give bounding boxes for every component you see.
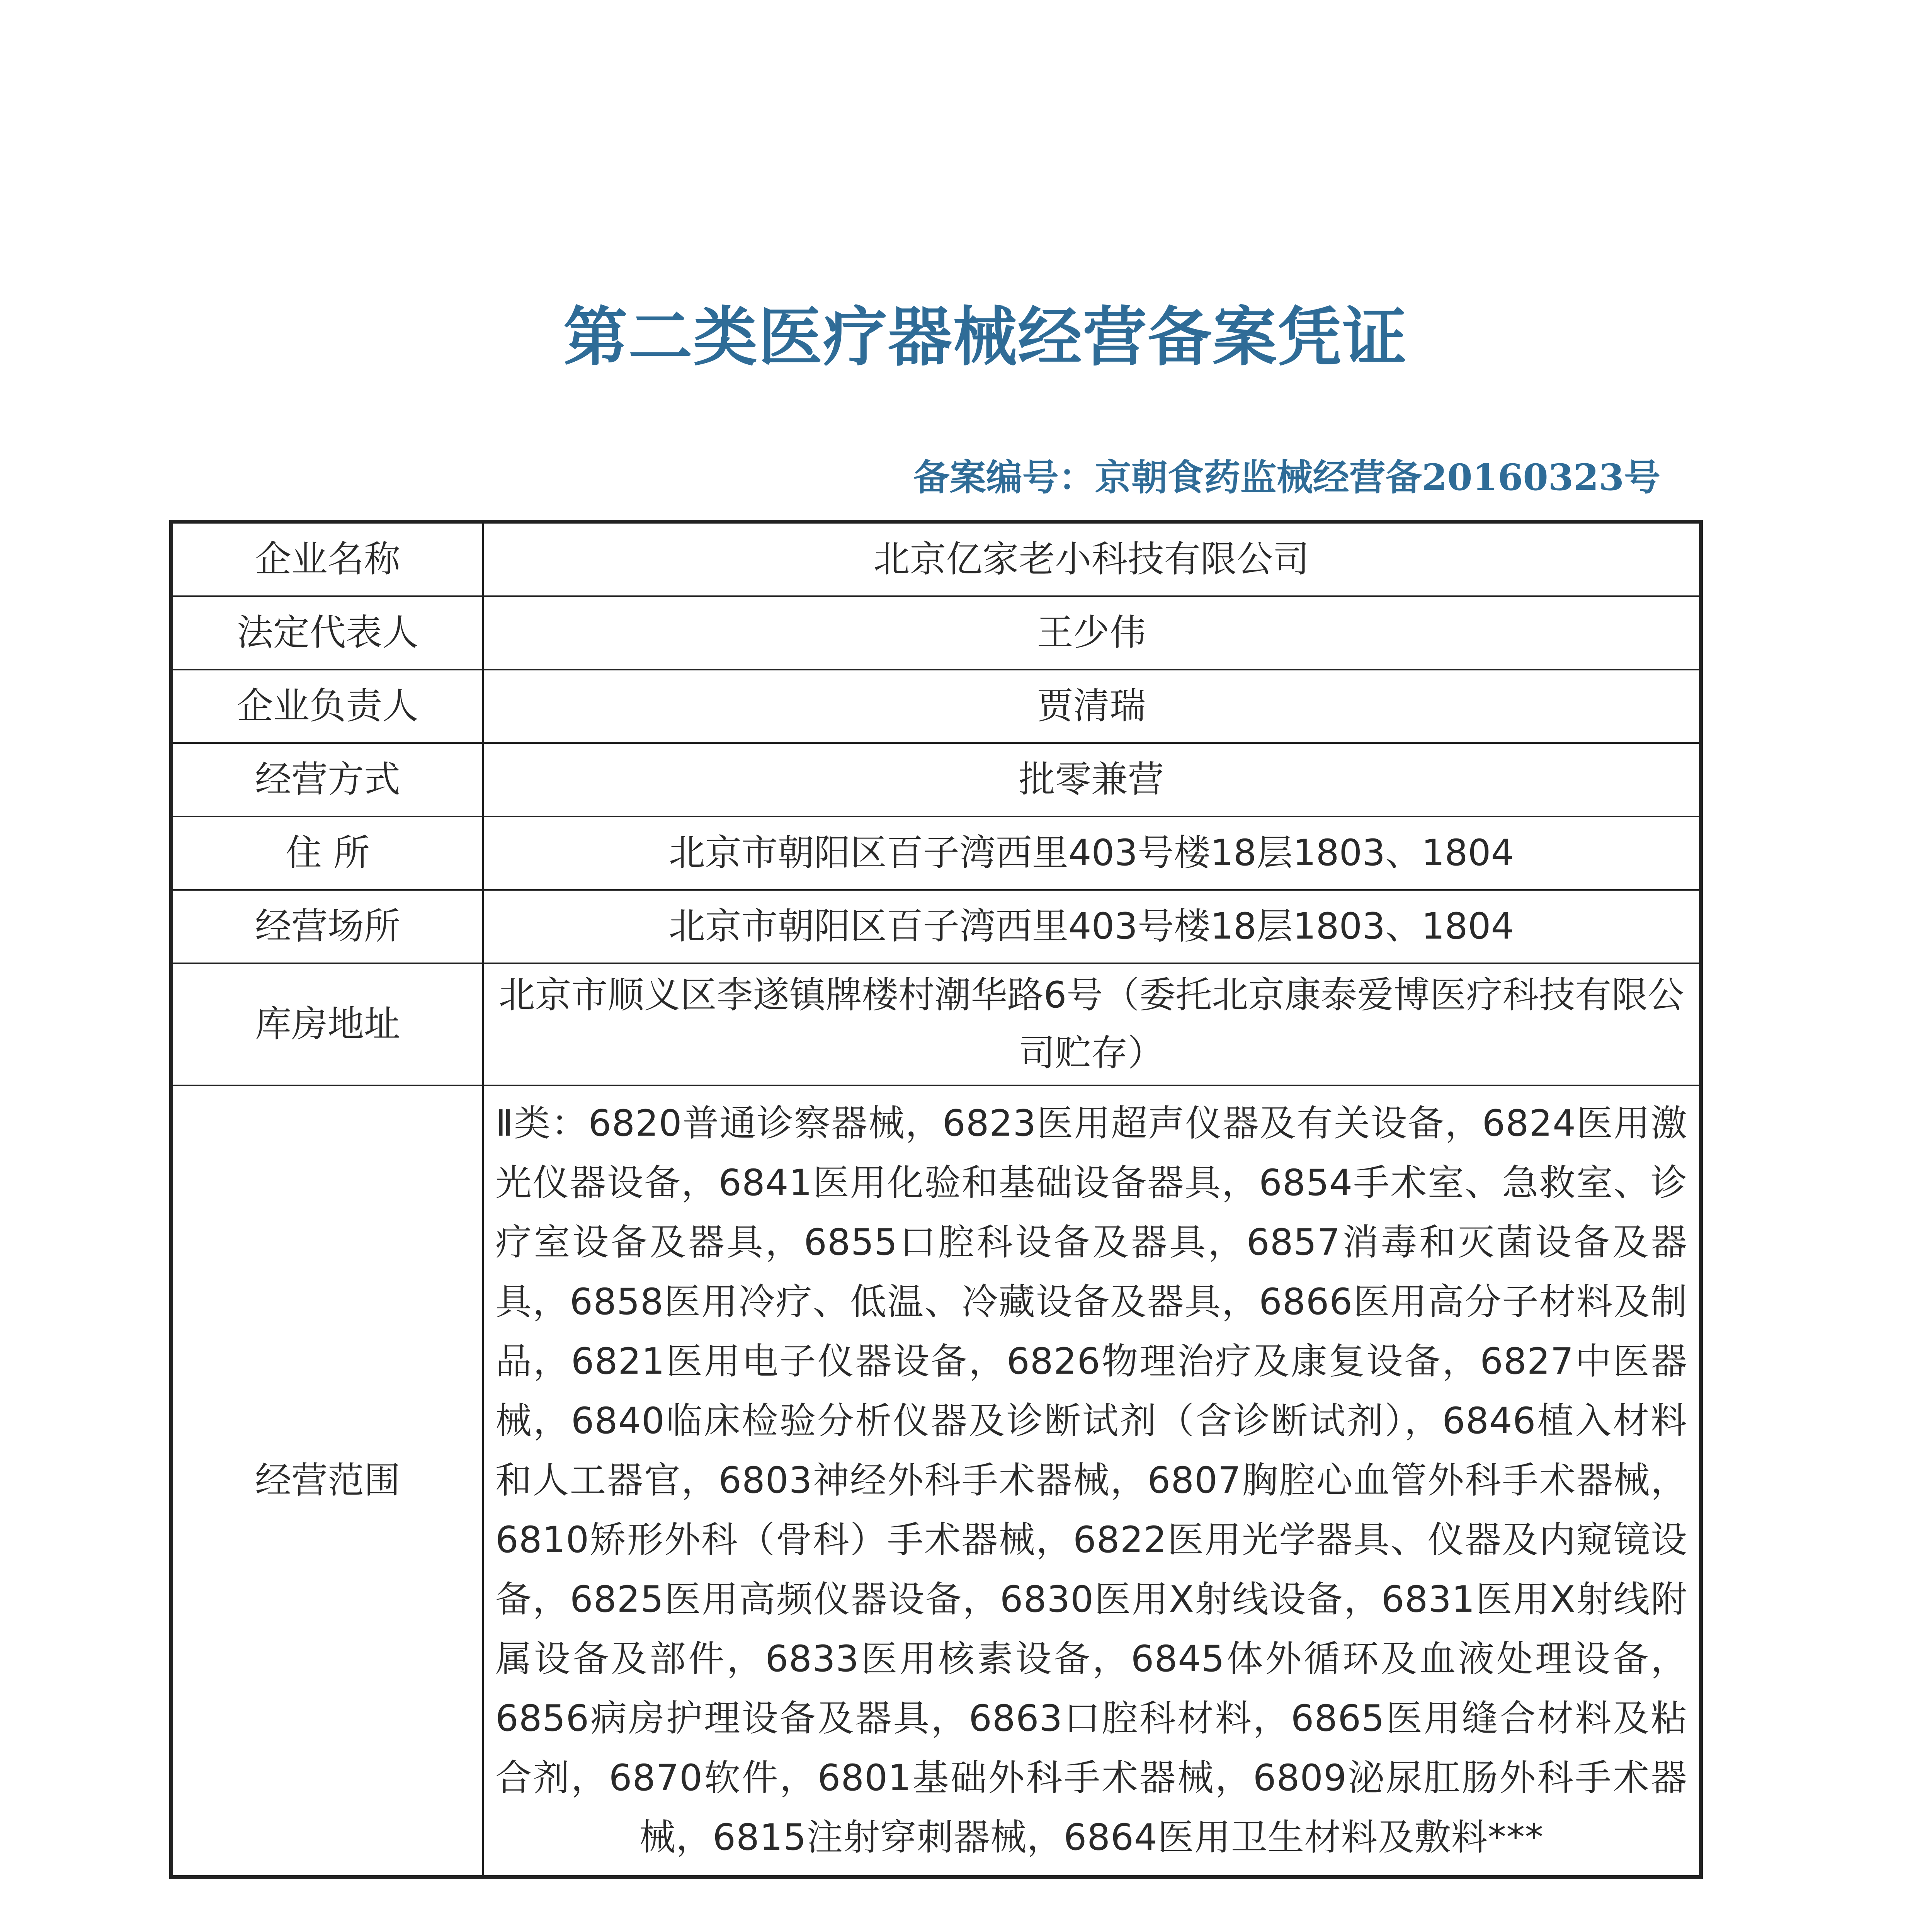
row-value-business-mode: 批零兼营 xyxy=(483,743,1701,816)
row-label-business-mode: 经营方式 xyxy=(171,743,483,816)
table-row xyxy=(171,816,1701,890)
row-label-legal-representative: 法定代表人 xyxy=(171,596,483,670)
table-row xyxy=(171,522,1701,596)
filing-info-table xyxy=(169,520,1703,1879)
record-number xyxy=(913,448,1660,500)
row-value-business-scope: Ⅱ类：6820普通诊察器械，6823医用超声仪器及有关设备，6824医用激光仪器设备，6841医用化验和基础设备器具，6854手术室、急救室、诊疗室设备及器具，6855口腔科设备及器具，6857消毒和灭菌设备及器具，6858医用冷疗、低温、冷藏设备及器具，6866医用高分子材料及制品，6821医用电子仪器设备，6826物理治疗及康复设备，6827中医器械，6840临床检验分析仪器及诊断试剂（含诊断试剂），6846植入材料和人工器官，6803神经外科手术器械，6807胸腔心血管外科手术器械，6810矫形外科（骨科）手术器械，6822医用光学器具、仪器及内窥镜设备，6825医用高频仪器设备，6830医用X射线设备，6831医用X射线附属设备及部件，6833医用核素设备，6845体外循环及血液处理设备，6856病房护理设备及器具，6863口腔科材料，6865医用缝合材料及粘合剂，6870软件，6801基础外科手术器械，6809泌尿肛肠外科手术器械，6815注射穿刺器械，6864医用卫生材料及敷料*** xyxy=(483,1085,1701,1877)
table-row xyxy=(171,963,1701,1085)
record-number-value: 京朝食药监械经营备20160323号 xyxy=(1095,456,1660,499)
table-row xyxy=(171,1085,1701,1877)
record-number-label: 备案编号： xyxy=(913,456,1095,499)
table-row xyxy=(171,596,1701,670)
row-value-enterprise-head: 贾清瑞 xyxy=(483,670,1701,743)
row-value-enterprise-name: 北京亿家老小科技有限公司 xyxy=(483,522,1701,596)
row-label-enterprise-name: 企业名称 xyxy=(171,522,483,596)
row-value-domicile: 北京市朝阳区百子湾西里403号楼18层1803、1804 xyxy=(483,816,1701,890)
row-label-business-scope: 经营范围 xyxy=(171,1085,483,1877)
table-row xyxy=(171,670,1701,743)
row-value-business-premises: 北京市朝阳区百子湾西里403号楼18层1803、1804 xyxy=(483,890,1701,963)
row-value-legal-representative: 王少伟 xyxy=(483,596,1701,670)
document-title: 第二类医疗器械经营备案凭证 xyxy=(563,299,1407,375)
row-label-warehouse-address: 库房地址 xyxy=(171,963,483,1085)
table-row xyxy=(171,890,1701,963)
row-label-business-premises: 经营场所 xyxy=(171,890,483,963)
table-row xyxy=(171,743,1701,816)
row-label-enterprise-head: 企业负责人 xyxy=(171,670,483,743)
row-value-warehouse-address: 北京市顺义区李遂镇牌楼村潮华路6号（委托北京康泰爱博医疗科技有限公司贮存） xyxy=(483,963,1701,1085)
row-label-domicile: 住 所 xyxy=(171,816,483,890)
